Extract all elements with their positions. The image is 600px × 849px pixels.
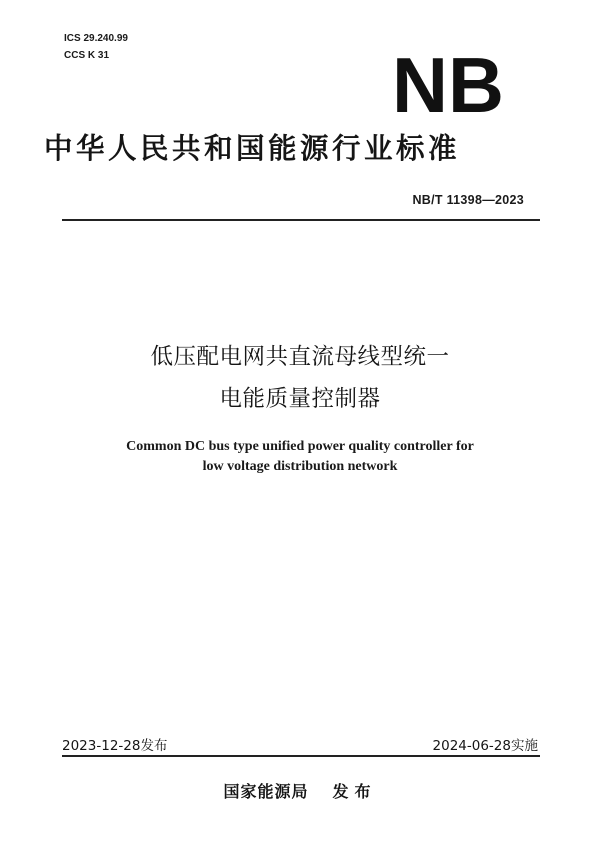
document-title-en-line2: low voltage distribution network (202, 459, 398, 474)
classification-codes (64, 30, 128, 64)
document-title-zh-line1: 低压配电网共直流母线型统一 (150, 344, 450, 370)
nb-logo-text: NB (392, 44, 504, 124)
issue-date: 2023-12-28发布 (62, 738, 168, 754)
document-title-zh-line2: 电能质量控制器 (219, 386, 381, 412)
document-title-en-line1: Common DC bus type unified power quality controller for (126, 439, 474, 454)
ics-code: ICS 29.240.99 (64, 33, 128, 44)
issuer-line (0, 779, 600, 802)
standard-number: NB/T 11398—2023 (412, 193, 524, 207)
implementation-date: 2024-06-28实施 (432, 738, 538, 754)
nb-logo (388, 44, 508, 124)
organization-title: 中华人民共和国能源行业标准 (44, 131, 461, 165)
ccs-code: CCS K 31 (64, 50, 110, 61)
header-divider (62, 219, 540, 221)
issuing-agency: 国家能源局 (223, 782, 309, 801)
footer-divider (62, 755, 540, 757)
issue-verb: 发布 (332, 782, 377, 801)
